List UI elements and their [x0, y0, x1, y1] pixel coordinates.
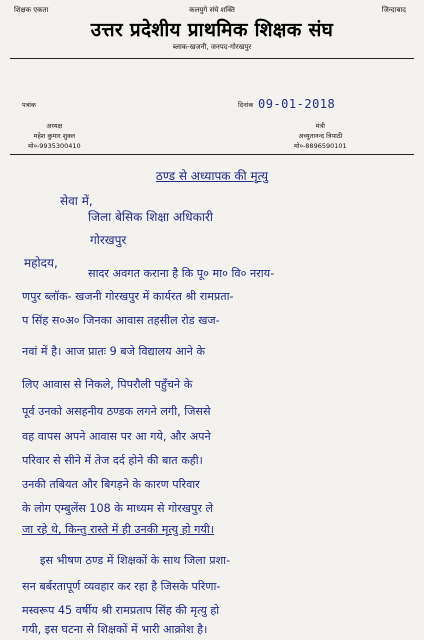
president-label: अध्यक्ष: [46, 122, 63, 130]
left-motto: शिक्षक एकता: [14, 6, 49, 14]
letter-date: 09-01-2018: [258, 97, 336, 111]
minister-name: अच्युतानन्द त्रिपाठी: [298, 132, 343, 140]
greeting: महोदय,: [24, 256, 58, 270]
body-line: इस भीषण ठण्ड में शिक्षकों के साथ जिला प्रशा-: [40, 554, 231, 567]
body-line: सन बर्बरतापूर्ण व्यवहार कर रहा है जिसके परिणा-: [22, 580, 221, 593]
body-line: सादर अवगत कराना है कि पू० मा० वि० नराय-: [88, 267, 275, 280]
minister-block: [294, 121, 347, 151]
recipient-city: गोरखपुर: [90, 233, 127, 247]
officer-divider: [10, 154, 414, 155]
body-line: मस्वरूप 45 वर्षीय श्री रामप्रताप सिंह की मृत्यु हो: [22, 604, 220, 617]
body-line: नवां में है। आज प्रातः 9 बजे विद्यालय आने के: [22, 345, 206, 358]
body-line: उनकी तबियत और बिगड़ने के कारण परिवार: [22, 478, 200, 491]
date-label: दिनांक: [238, 101, 254, 109]
reference-label: पत्रांक: [22, 101, 36, 109]
body-line: जा रहे थे, किन्तु रास्ते में ही उनकी मृत्यु हो गयी।: [22, 523, 215, 536]
body-line: वह वापस अपने आवास पर आ गये, और अपने: [22, 430, 211, 443]
center-motto: कलयुगे संघे शक्ति: [189, 6, 235, 14]
minister-label: मंत्री: [315, 122, 325, 130]
recipient-title: जिला बेसिक शिक्षा अधिकारी: [88, 210, 213, 224]
minister-phone: मो०-8896590101: [294, 142, 347, 150]
body-line: प सिंह स०अ० जिनका आवास तहसील रोड खज-: [22, 314, 220, 327]
organization-title: उत्तर प्रदेशीय प्राथमिक शिक्षक संघ: [90, 19, 334, 41]
president-block: [28, 121, 81, 151]
body-line: पूर्व उनको असहनीय ठण्डक लगने लगी, जिससे: [22, 405, 211, 418]
letterhead-divider: [10, 58, 414, 59]
body-line: के लोग एम्बुलेंस 108 के माध्यम से गोरखपुर ले: [22, 502, 214, 515]
president-phone: मो०-9935300410: [28, 142, 81, 150]
body-line: गयी, इस घटना से शिक्षकों में भारी आक्रोश है।: [22, 623, 208, 636]
right-motto: जिन्दाबाद: [381, 6, 406, 14]
letter-subject: ठण्ड से अध्यापक की मृत्यु: [155, 169, 269, 183]
body-line: परिवार से सीने में तेज दर्द होने की बात कही।: [22, 454, 203, 467]
salutation: सेवा में,: [60, 194, 93, 208]
body-line: णपुर ब्लॉक- खजनी गोरखपुर में कार्यरत श्री रामप्रता-: [22, 290, 234, 303]
organization-address: ब्लाक-खजनी, जनपद-गोरखपुर: [172, 43, 252, 51]
body-line: लिए आवास से निकले, पिपरौली पहुँचने के: [22, 378, 193, 391]
president-name: महेश कुमार शुक्ल: [33, 132, 76, 140]
